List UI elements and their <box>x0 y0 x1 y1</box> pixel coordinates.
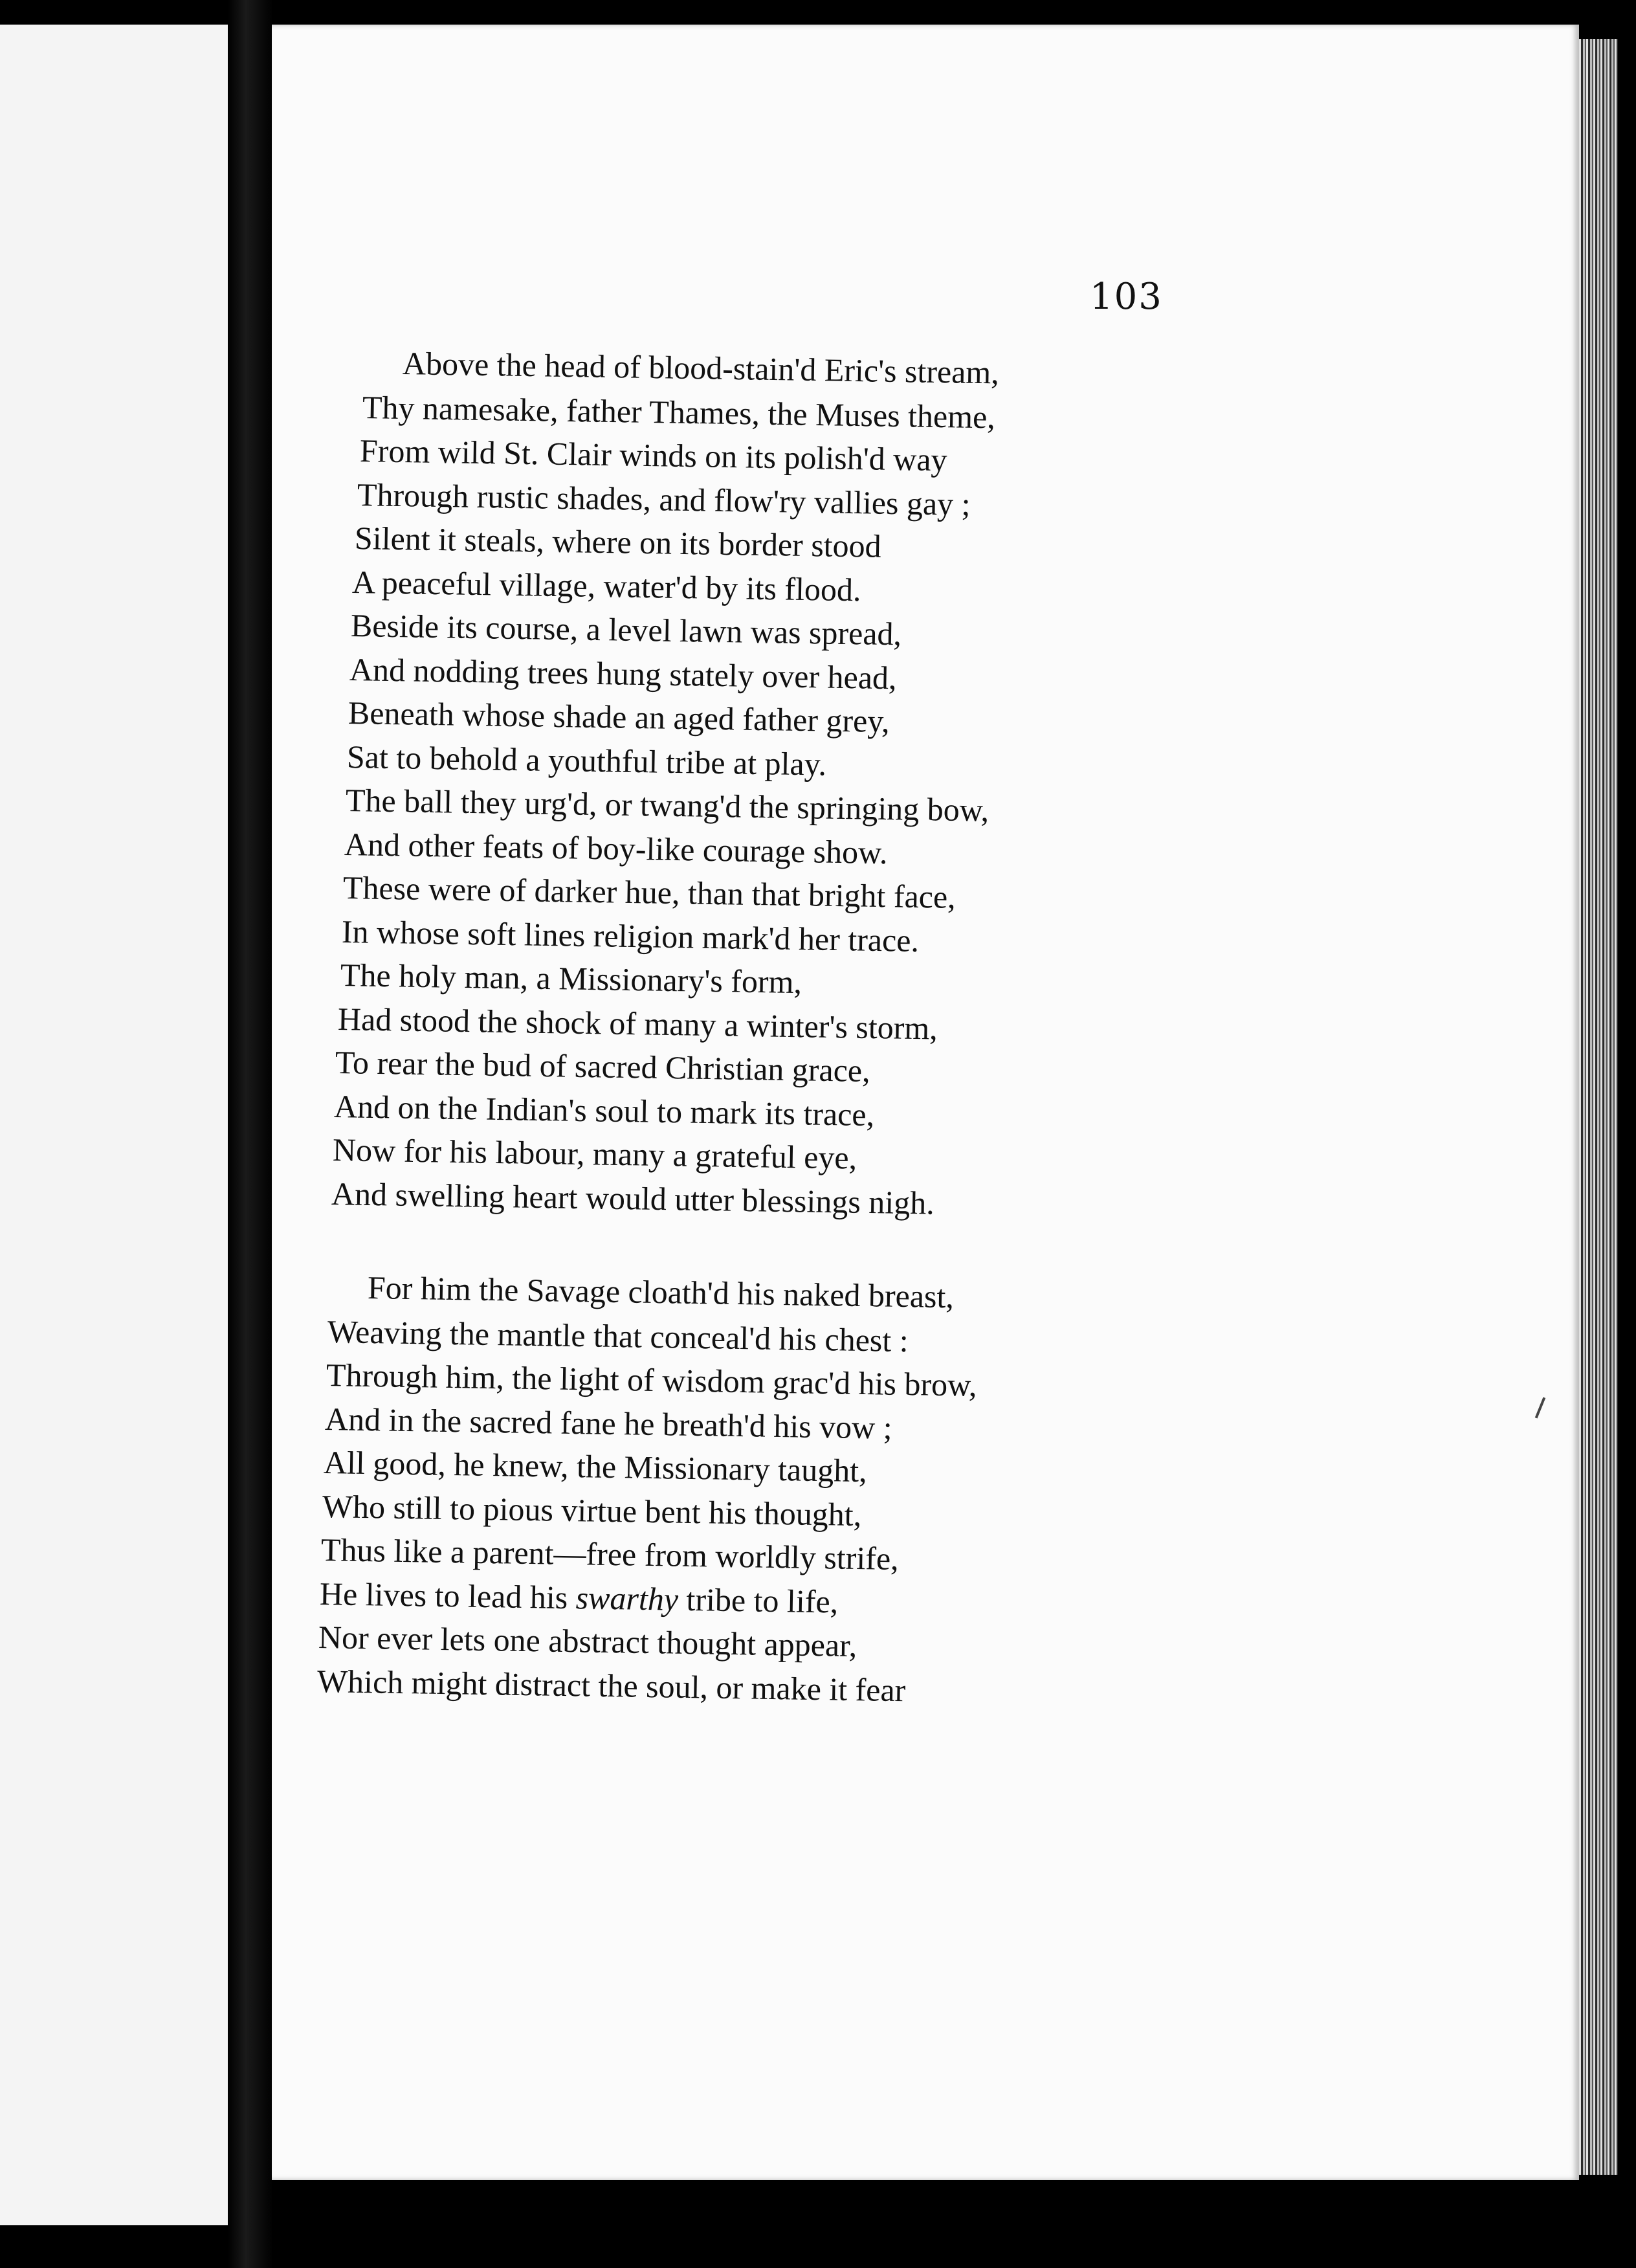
poem-line: And in the sacred fane he breath'd his vow ; <box>324 1400 893 1446</box>
italic-word: swarthy <box>575 1579 679 1618</box>
poem-line: Through him, the light of wisdom grac'd his brow, <box>326 1357 977 1403</box>
poem-line: A peaceful village, water'd by its flood. <box>351 563 861 608</box>
book-gutter <box>228 0 273 2268</box>
poem-line: Thus like a parent—free from worldly strife, <box>320 1531 900 1577</box>
poem-line: Nor ever lets one abstract thought appear, <box>318 1619 857 1664</box>
book-page <box>272 25 1579 2180</box>
poem-line: And on the Indian's soul to mark its trace, <box>333 1087 875 1133</box>
poem-line: For him the Savage cloath'd his naked breast, <box>367 1269 955 1315</box>
poem-line: In whose soft lines religion mark'd her trace. <box>341 913 920 959</box>
poem-line: Beside its course, a level lawn was spread, <box>350 607 902 652</box>
poem-line: Weaving the mantle that conceal'd his chest : <box>327 1313 909 1359</box>
poem-line: Thy namesake, father Thames, the Muses theme, <box>362 388 996 435</box>
poem-line: Beneath whose shade an aged father grey, <box>348 695 890 740</box>
poem-line: To rear the bud of sacred Christian grace, <box>335 1044 871 1089</box>
facing-page-edge <box>0 25 232 2225</box>
poem-line: Now for his labour, many a grateful eye, <box>332 1131 857 1176</box>
poem-line: And other feats of boy-like courage show. <box>344 825 888 871</box>
poem-line: The ball they urg'd, or twang'd the springing bow, <box>345 782 989 828</box>
poem-line: Sat to behold a youthful tribe at play. <box>346 738 827 783</box>
poem-text <box>272 342 1579 1708</box>
poem-line: Silent it steals, where on its border stood <box>354 520 882 564</box>
poem-line: And nodding trees hung stately over head, <box>349 650 897 696</box>
poem-line: All good, he knew, the Missionary taught, <box>323 1444 868 1489</box>
poem-line-end: tribe to life, <box>678 1581 839 1620</box>
poem-line: From wild St. Clair winds on its polish'd way <box>359 432 948 478</box>
poem-line: And swelling heart would utter blessings nigh. <box>331 1175 935 1221</box>
stanza-1 <box>272 342 1579 1221</box>
poem-line: Who still to pious virtue bent his thought, <box>322 1487 862 1533</box>
poem-line-start: He lives to lead his <box>319 1575 568 1616</box>
poem-line: These were of darker hue, than that bright face, <box>342 869 956 915</box>
poem-line: Which might distract the soul, or make it fear <box>316 1662 906 1708</box>
poem-line: Above the head of blood-stain'd Eric's stream, <box>402 345 1000 391</box>
poem-line: Through rustic shades, and flow'ry vallies gay ; <box>357 476 971 522</box>
poem-line: The holy man, a Missionary's form, <box>340 957 802 1001</box>
poem-line: Had stood the shock of many a winter's storm, <box>337 1000 938 1047</box>
stanza-2 <box>272 1266 1579 1708</box>
page-number: 103 <box>1090 276 1163 318</box>
